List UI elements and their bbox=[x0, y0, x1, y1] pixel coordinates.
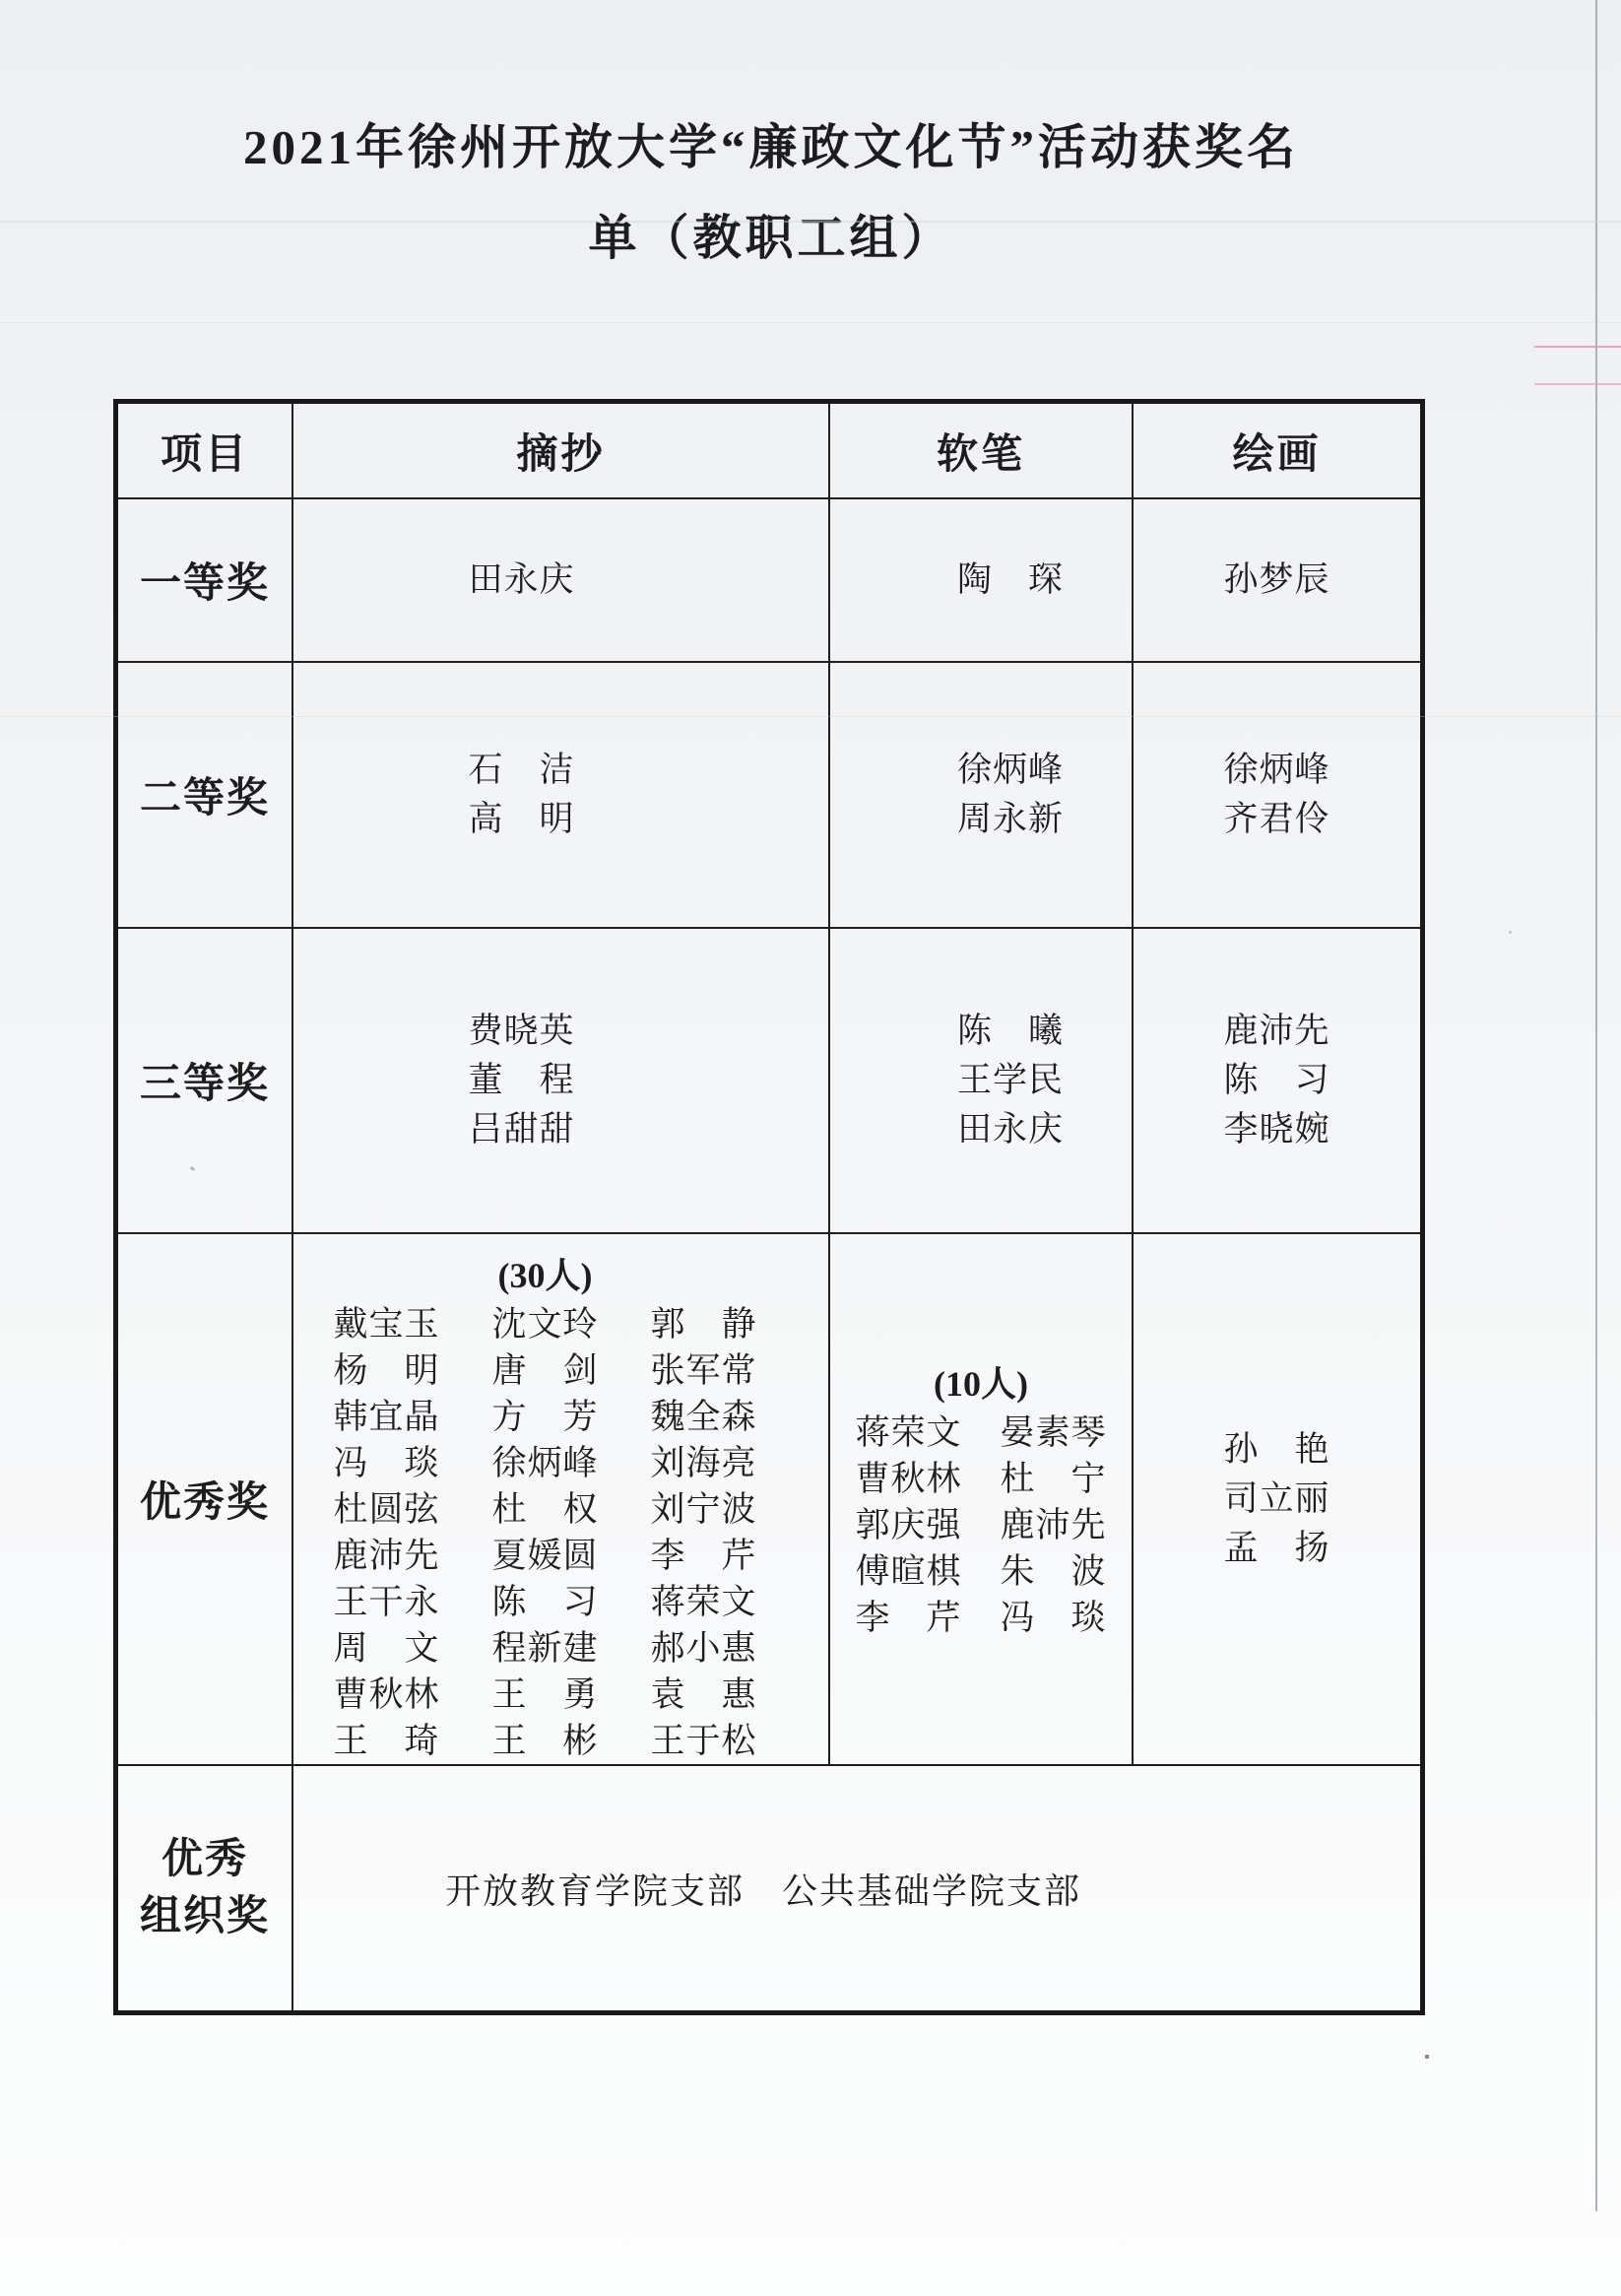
winner-name: 王干永 bbox=[333, 1583, 440, 1621]
winner-name: 曹秋林 bbox=[333, 1675, 440, 1714]
winner-name: 刘宁波 bbox=[650, 1490, 757, 1529]
winner-name: 石 洁 bbox=[468, 751, 575, 789]
winner-name: 曹秋林 bbox=[855, 1459, 962, 1498]
cell-third-excerpt bbox=[293, 929, 830, 1234]
winner-name: 齐君伶 bbox=[1223, 800, 1330, 838]
row-label-organization-prize bbox=[118, 1766, 293, 2010]
winner-name: 陈 习 bbox=[491, 1583, 599, 1621]
winner-name: 费晓英 bbox=[468, 1012, 575, 1050]
winner-name: 鹿沛先 bbox=[1000, 1505, 1107, 1544]
winner-name: 晏素琴 bbox=[1000, 1412, 1107, 1452]
winner-name: 鹿沛先 bbox=[1223, 1012, 1330, 1050]
winner-name: 司立丽 bbox=[1223, 1479, 1330, 1518]
award-table bbox=[113, 399, 1425, 2015]
cell-excellence-painting bbox=[1134, 1234, 1420, 1766]
winner-name: 唐 剑 bbox=[491, 1351, 599, 1390]
cell-third-painting bbox=[1134, 929, 1420, 1234]
winner-name: 袁 惠 bbox=[650, 1675, 757, 1714]
winner-name: 陶 琛 bbox=[956, 560, 1064, 599]
winner-name: 王学民 bbox=[956, 1061, 1064, 1099]
cell-second-painting bbox=[1134, 663, 1420, 929]
scan-streak bbox=[0, 322, 1621, 323]
winner-name: 李晓婉 bbox=[1223, 1110, 1330, 1148]
page-title-line-1: 2021年徐州开放大学“廉政文化节”活动获奖名 bbox=[242, 120, 1299, 174]
header-cell-project: 项目 bbox=[118, 404, 293, 499]
winner-name: 郝小惠 bbox=[650, 1629, 757, 1668]
winner-name: 杨 明 bbox=[333, 1351, 440, 1390]
page-title-line-2: 单（教职工组） bbox=[588, 211, 954, 265]
winner-name: 徐炳峰 bbox=[1223, 751, 1330, 789]
cell-second-excerpt bbox=[293, 663, 830, 929]
organization-label-line-2: 组织奖 bbox=[139, 1894, 270, 1939]
header-cell-excerpt: 摘抄 bbox=[293, 404, 830, 499]
winner-name: 张军常 bbox=[650, 1351, 757, 1390]
row-label-third-prize: 三等奖 bbox=[118, 929, 293, 1234]
cell-first-painting bbox=[1134, 499, 1420, 663]
winner-name: 吕甜甜 bbox=[468, 1110, 575, 1148]
winner-name: 田永庆 bbox=[468, 560, 575, 599]
winner-name: 杜 权 bbox=[491, 1490, 599, 1529]
winner-name: 魏全森 bbox=[650, 1398, 757, 1436]
winner-name: 陈 习 bbox=[1223, 1061, 1330, 1099]
header-cell-painting: 绘画 bbox=[1134, 404, 1420, 499]
winner-name: 程新建 bbox=[491, 1629, 599, 1668]
winner-name: 田永庆 bbox=[956, 1110, 1064, 1148]
page-title bbox=[116, 102, 1426, 284]
winner-name: 周永新 bbox=[956, 800, 1064, 838]
winner-name: 冯 琰 bbox=[1000, 1598, 1107, 1637]
winner-name: 董 程 bbox=[468, 1061, 575, 1099]
winner-name: 冯 琰 bbox=[333, 1444, 440, 1482]
registration-tick bbox=[1534, 383, 1621, 385]
winner-name: 郭庆强 bbox=[855, 1505, 962, 1544]
cell-third-brush bbox=[830, 929, 1134, 1234]
winner-name: 沈文玲 bbox=[491, 1305, 599, 1344]
cell-excellence-excerpt bbox=[293, 1234, 830, 1766]
registration-tick bbox=[1534, 346, 1621, 348]
row-label-first-prize: 一等奖 bbox=[118, 499, 293, 663]
winner-name: 徐炳峰 bbox=[491, 1444, 599, 1482]
winner-name: 李 芹 bbox=[855, 1598, 962, 1637]
winner-name: 王于松 bbox=[650, 1722, 757, 1760]
winner-name: 高 明 bbox=[468, 800, 575, 838]
winner-name: 王 彬 bbox=[491, 1722, 599, 1760]
winner-name: 蒋荣文 bbox=[650, 1583, 757, 1621]
header-cell-brush: 软笔 bbox=[830, 404, 1134, 499]
winner-name: 鹿沛先 bbox=[333, 1537, 440, 1575]
excellence-excerpt-name-grid bbox=[307, 1250, 783, 1764]
winner-name: 孙梦辰 bbox=[1223, 560, 1330, 599]
winner-name: 戴宝玉 bbox=[333, 1305, 440, 1344]
scan-edge-line bbox=[1595, 0, 1597, 2211]
winner-name: 杜圆弦 bbox=[333, 1490, 440, 1529]
winner-name: 周 文 bbox=[333, 1629, 440, 1668]
excellence-brush-name-grid bbox=[836, 1358, 1126, 1641]
winner-name: 夏媛圆 bbox=[491, 1537, 599, 1575]
cell-first-brush bbox=[830, 499, 1134, 663]
excellence-excerpt-count: (30人) bbox=[497, 1256, 593, 1295]
winner-name: 王 勇 bbox=[491, 1675, 599, 1714]
cell-second-brush bbox=[830, 663, 1134, 929]
winner-name: 王 琦 bbox=[333, 1722, 440, 1760]
excellence-brush-count: (10人) bbox=[934, 1363, 1028, 1404]
winner-name: 李 芹 bbox=[650, 1537, 757, 1575]
winner-name: 孟 扬 bbox=[1223, 1529, 1330, 1567]
winner-name: 郭 静 bbox=[650, 1305, 757, 1344]
winner-name: 徐炳峰 bbox=[956, 751, 1064, 789]
winner-name: 孙 艳 bbox=[1223, 1430, 1330, 1469]
winner-name: 方 芳 bbox=[491, 1398, 599, 1436]
winner-name: 刘海亮 bbox=[650, 1444, 757, 1482]
cell-first-excerpt bbox=[293, 499, 830, 663]
winner-name: 韩宜晶 bbox=[333, 1398, 440, 1436]
cell-organization-winners: 开放教育学院支部 公共基础学院支部 bbox=[444, 1870, 1081, 1911]
winner-name: 杜 宁 bbox=[1000, 1459, 1107, 1498]
winner-name: 蒋荣文 bbox=[855, 1412, 962, 1452]
row-label-second-prize: 二等奖 bbox=[118, 663, 293, 929]
cell-excellence-brush bbox=[830, 1234, 1134, 1766]
winner-name: 朱 波 bbox=[1000, 1551, 1107, 1591]
organization-label-line-1: 优秀 bbox=[161, 1837, 248, 1882]
scan-speck bbox=[1425, 2055, 1429, 2059]
winner-name: 傅暄棋 bbox=[855, 1551, 962, 1591]
scan-speck bbox=[1509, 931, 1512, 934]
row-label-excellence-prize: 优秀奖 bbox=[118, 1234, 293, 1766]
winner-name: 陈 曦 bbox=[956, 1012, 1064, 1050]
